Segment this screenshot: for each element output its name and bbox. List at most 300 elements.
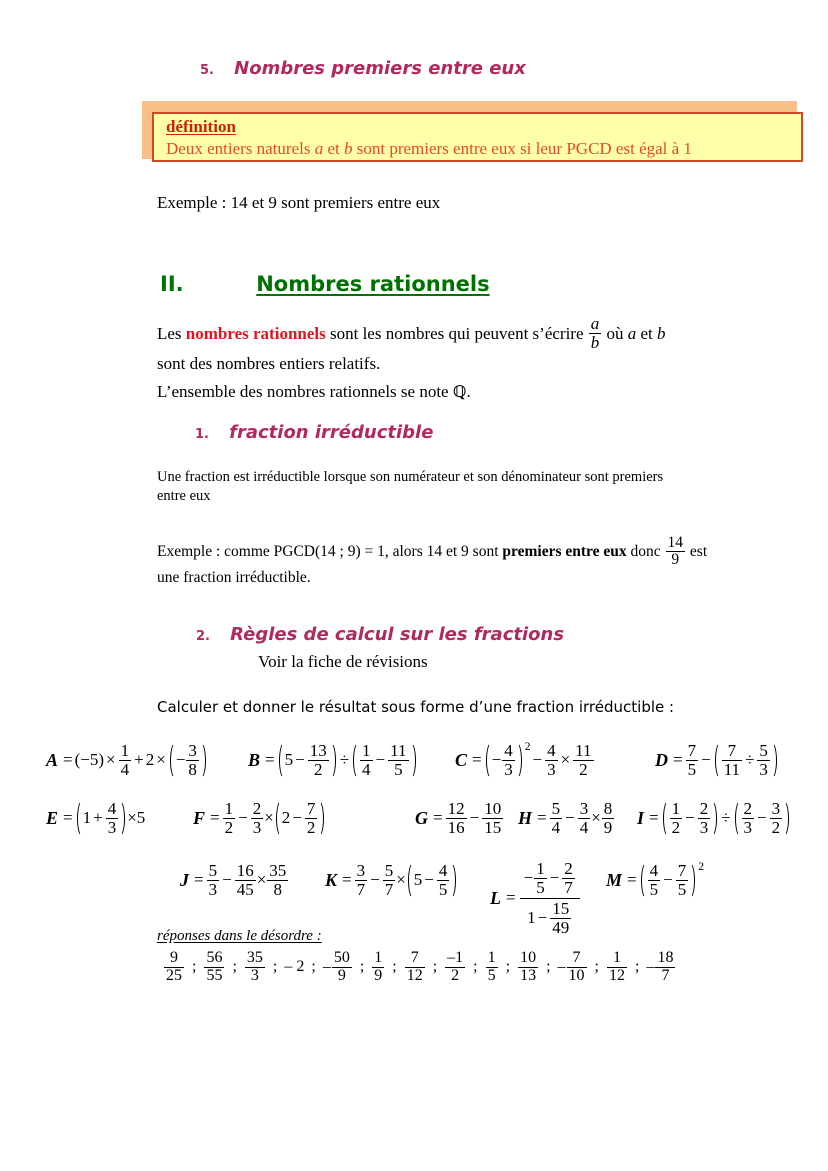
rationals-var-b: b [657,324,666,344]
eq-A: = [63,750,73,770]
answer-fraction-denominator: 7 [661,966,670,984]
D-fraction-2-num: 7 [722,742,742,761]
A-fraction-2-num: 3 [188,741,197,760]
big-paren-close-I2 [783,800,791,837]
F-fraction-2 [251,800,264,837]
answer-item [404,950,426,985]
expression-A [46,742,208,779]
irreducible-example-bold: premiers entre eux [502,543,627,561]
J-fraction-1 [207,862,220,899]
big-paren-close-A [200,742,208,779]
eq-D: = [673,750,683,770]
times-A1: × [106,750,116,770]
answer-minus: – [322,958,331,976]
F-fraction-3-den: 2 [306,817,316,837]
M-fraction-2-num: 7 [677,861,687,880]
answer-fraction [204,950,224,985]
expression-A-label: A [46,749,59,770]
K-fraction-1-num: 3 [356,861,366,880]
section-heading-II-title: Nombres rationnels [256,272,490,296]
expression-L-label: L [490,887,501,908]
A-n1: 5 [89,750,99,770]
big-paren-close-K [450,862,458,899]
L-fraction-1-den: 5 [536,877,545,897]
B-paren-group-2 [351,742,417,779]
expression-C-label: C [455,749,468,770]
fraction-a-over-b-numerator: a [590,314,600,333]
minus-K1: − [370,870,380,890]
definition-text [166,138,791,159]
L-fraction-1 [534,860,547,897]
F-fraction-1-den: 2 [224,817,234,837]
answer-fraction-denominator: 2 [451,966,460,984]
expression-J [180,862,289,899]
D-fraction-2-den: 11 [723,759,741,779]
H-fraction-2-den: 4 [579,817,589,837]
definition-var-b: b [343,138,353,158]
answer-item [203,950,225,985]
answer-fraction [655,950,675,985]
answer-fraction [332,950,352,985]
answer-fraction-numerator: 1 [487,949,496,966]
J-fraction-1-den: 3 [208,879,218,899]
E-fraction-1-num: 4 [107,799,117,818]
definition-callout-box [152,112,803,162]
answer-item [517,950,539,985]
minus-C1: − [491,750,502,770]
times-A2: × [156,750,166,770]
D-fraction-3-den: 3 [759,759,768,779]
I-fraction-1-den: 2 [671,817,681,837]
rationals-part4: et [636,324,658,344]
C-fraction-1-den: 3 [504,759,513,779]
minus-F2: − [292,808,302,828]
answer-fraction-denominator: 25 [166,966,182,984]
irreducible-example-line2: une fraction irréductible. [157,569,311,586]
times-K: × [396,870,406,890]
answer-fraction [518,950,538,985]
fraction-a-over-b-denominator: b [590,332,600,352]
eq-K: = [342,870,352,890]
B-fraction-3-den: 5 [394,759,403,779]
answer-fraction-numerator: 18 [657,949,674,966]
minus-L1: − [523,868,534,888]
I-fraction-3-den: 3 [743,817,753,837]
H-fraction-1 [550,800,563,837]
M-exponent: 2 [698,860,704,873]
answer-fraction-denominator: 9 [337,966,346,984]
minus-J: − [222,870,232,890]
L-fraction-2 [562,860,575,897]
definition-callout [142,101,807,171]
section-heading-5-number: 5. [200,63,214,78]
minus-F1: − [238,808,248,828]
big-paren-close-D [771,742,779,779]
answer-item: – 2 [284,958,305,976]
I-fraction-3-num: 2 [743,799,753,818]
I-paren-group-1 [661,800,720,837]
answer-fraction-denominator: 3 [250,966,259,984]
times-C: × [560,750,571,770]
rationals-paragraph-line2: sont des nombres entiers relatifs. [157,354,381,373]
H-fraction-2 [578,800,591,837]
answer-separator: ; [546,958,551,976]
answer-separator: ; [392,958,397,976]
big-paren-close-B1 [330,742,338,779]
answers-row [163,950,676,985]
H-fraction-3 [602,800,615,837]
answer-fraction-denominator: 12 [406,966,423,984]
rationals-var-a: a [627,324,637,344]
expression-G-label: G [415,807,428,828]
F-paren-group [274,800,327,837]
J-fraction-3 [267,862,288,899]
plus-E: + [93,808,103,828]
big-paren-close-I1 [711,800,719,837]
J-fraction-2-den: 45 [236,879,254,899]
calculation-instruction: Calculer et donner le résultat sous forme d’une fraction irréductible : [157,698,675,716]
definition-text-part1: Deux entiers naturels [166,138,315,158]
answer-fraction [486,950,498,985]
expression-F-label: F [193,807,206,828]
F-fraction-3-num: 7 [306,799,316,818]
D-fraction-3-num: 5 [759,741,768,760]
H-fraction-3-den: 9 [603,817,613,837]
G-fraction-2-den: 15 [484,817,502,837]
fraction-14-over-9 [666,535,686,569]
D-fraction-1 [686,742,699,779]
section-heading-2-number: 2. [196,629,210,644]
minus-B2: − [375,750,386,770]
answer-item [371,950,385,985]
answer-item [444,950,466,985]
H-fraction-1-den: 4 [551,817,561,837]
minus-I2: − [757,808,767,828]
minus-C2: − [532,750,543,770]
section-heading-2-title: Règles de calcul sur les fractions [230,624,565,645]
rationals-q-symbol: ℚ [452,382,467,401]
C-fraction-2-num: 4 [547,741,556,760]
G-fraction-2 [482,800,503,837]
rationals-paragraph-line3 [157,381,471,404]
B-fraction-3-num: 11 [390,741,407,760]
expression-G [415,800,504,837]
minus-B1: − [295,750,305,770]
fraction-a-over-b [589,315,602,352]
minus-L2: − [549,868,560,888]
L-complex-denominator [523,899,576,937]
A-fraction-2-den: 8 [188,759,197,779]
answer-fraction [245,950,265,985]
H-fraction-3-num: 8 [603,799,613,818]
big-paren-open-B2 [351,742,359,779]
answer-item [485,950,499,985]
B-fraction-2-den: 4 [362,759,371,779]
big-paren-open-A [168,742,176,779]
minus-H: − [565,808,575,828]
times-J: × [256,870,267,890]
section-heading-2 [196,624,564,645]
minus-G: − [469,808,480,828]
definition-title: définition [166,117,236,136]
example-primes-line: Exemple : 14 et 9 sont premiers entre eux [157,193,441,212]
F-fraction-2-num: 2 [252,799,262,818]
answer-item [323,950,353,985]
fraction-14-over-9-numerator: 14 [667,534,684,551]
times-F: × [264,808,274,828]
L-fraction-2-num: 2 [564,859,573,878]
big-paren-close-M [689,862,697,899]
answer-fraction-numerator: 7 [405,950,425,968]
answer-fraction [164,950,184,985]
minus-K2: − [424,870,434,890]
I-fraction-4-den: 2 [771,817,781,837]
eq-M: = [627,870,637,890]
F-fraction-2-den: 3 [252,817,262,837]
section-heading-1-number: 1. [195,427,209,442]
expression-J-label: J [180,869,189,890]
D-paren-group [713,742,779,779]
I-fraction-2-den: 3 [699,817,709,837]
minus-L3: − [537,908,548,928]
rationals-part3: où [602,324,628,344]
big-paren-close-F [318,800,326,837]
rationals-highlight: nombres rationnels [185,324,326,344]
answer-separator: ; [473,958,478,976]
big-paren-open-F [274,800,282,837]
expression-B [248,742,418,779]
irreducible-definition-line2: entre eux [157,488,211,504]
E-paren-group [75,800,128,837]
eq-E: = [63,808,73,828]
J-fraction-2 [235,862,256,899]
div-B: ÷ [339,750,350,770]
expression-D [655,742,779,779]
J-fraction-2-num: 16 [236,861,254,880]
irreducible-example-part2: donc [626,543,665,561]
K-fraction-2-den: 7 [384,879,394,899]
D-fraction-1-num: 7 [687,741,697,760]
answer-fraction-numerator: 7 [567,950,587,968]
J-fraction-1-num: 5 [208,861,218,880]
minus-A1: − [80,750,90,770]
definition-text-part2: sont premiers entre eux si leur PGCD est égal à 1 [352,138,692,158]
C-fraction-3-den: 2 [579,759,588,779]
section-heading-1 [195,422,433,443]
B-fraction-1-den: 2 [313,759,323,779]
div-D: ÷ [745,750,755,770]
eq-I: = [649,808,659,828]
big-paren-open-I2 [733,800,741,837]
answer-item [606,950,628,985]
K-a: 5 [413,870,423,890]
answer-separator: ; [594,958,599,976]
C-fraction-3-num: 11 [575,741,592,760]
big-paren-open-M [639,862,647,899]
expression-H-label: H [518,807,533,828]
answer-fraction-numerator: –1 [447,949,464,966]
eq-C: = [472,750,482,770]
irreducible-example-line1 [157,535,707,569]
eq-F: = [210,808,220,828]
answer-separator: ; [232,958,237,976]
eq-H: = [537,808,547,828]
expression-I [637,800,791,837]
irreducible-definition-line1: Une fraction est irréductible lorsque son numérateur et son dénominateur sont premiers [157,469,664,485]
answer-fraction-numerator: 9 [164,950,184,968]
B-fraction-2-num: 1 [362,741,371,760]
K-fraction-1-den: 7 [356,879,366,899]
section-heading-II [160,272,490,296]
expression-E [46,800,145,837]
E-a: 1 [82,808,92,828]
K-fraction-1 [355,862,368,899]
answer-item [558,950,588,985]
A-fraction-1-num: 1 [120,741,130,760]
big-paren-open-K [406,862,414,899]
I-fraction-4-num: 3 [771,799,781,818]
answer-fraction-numerator: 50 [333,949,350,966]
answer-fraction-denominator: 55 [206,966,223,984]
C-fraction-3 [573,742,593,779]
answer-fraction [372,950,384,985]
answer-separator: ; [272,958,278,976]
fraction-14-over-9-denominator: 9 [671,551,680,569]
minus-I1: − [685,808,695,828]
G-fraction-1-den: 16 [447,817,465,837]
H-fraction-1-num: 5 [551,799,561,818]
rationals-paragraph-line1 [157,315,666,352]
expression-M [606,862,704,899]
div-I: ÷ [721,808,731,828]
G-fraction-1-num: 12 [447,799,465,818]
answer-fraction [607,950,627,985]
big-paren-open-I1 [661,800,669,837]
answer-separator: ; [192,958,197,976]
L-fraction-3 [550,900,571,937]
E-b: 5 [136,808,146,828]
expression-B-label: B [248,749,261,770]
answer-separator: ; [359,958,365,976]
expression-F [193,800,326,837]
C-exponent: 2 [524,740,531,753]
rationals-line3-before: L’ensemble des nombres rationnels se note [157,382,453,401]
F-fraction-1-num: 1 [224,799,234,818]
I-paren-group-2 [733,800,792,837]
answer-fraction-numerator: 1 [607,950,627,968]
A-paren-group [168,742,208,779]
L-complex-fraction [520,860,580,936]
H-fraction-2-num: 3 [579,799,589,818]
L-a: 1 [527,908,536,928]
answers-label: réponses dans le désordre : [157,928,322,944]
expression-H [518,800,615,837]
section-heading-5-title: Nombres premiers entre eux [234,58,526,79]
answer-item [244,950,266,985]
minus-D: − [701,750,711,770]
answer-fraction-denominator: 12 [608,966,625,984]
big-paren-close-B2 [410,742,418,779]
A-fraction-1 [119,742,132,779]
J-fraction-3-den: 8 [273,879,283,899]
definition-var-a: a [314,138,324,158]
L-fraction-3-den: 49 [552,917,570,937]
answer-fraction-numerator: 1 [374,949,383,966]
answer-fraction-denominator: 9 [374,966,383,984]
expression-D-label: D [655,749,668,770]
E-fraction-1-den: 3 [107,817,117,837]
big-paren-close-C [516,742,524,779]
expression-L [490,860,582,936]
answer-fraction-denominator: 10 [568,966,585,984]
I-fraction-2-num: 2 [699,799,709,818]
answer-fraction-numerator: 10 [520,949,537,966]
I-fraction-1-num: 1 [671,799,681,818]
D-fraction-1-den: 5 [687,759,697,779]
minus-A2: − [175,750,186,770]
M-fraction-2-den: 5 [677,879,687,899]
times-H: × [591,808,601,828]
answer-fraction [405,950,425,985]
big-paren-open-E [75,800,83,837]
F-a: 2 [281,808,291,828]
expression-K [325,862,458,899]
G-fraction-2-num: 10 [484,799,502,818]
big-paren-open-C [484,742,492,779]
answer-item [163,950,185,985]
M-fraction-1-den: 5 [649,879,659,899]
paren-open-A1: ( [74,750,81,770]
L-fraction-2-den: 7 [564,877,573,897]
section-2-subtitle: Voir la fiche de révisions [258,652,428,671]
rationals-part1: Les [157,324,186,344]
paren-close-A1: ) [98,750,105,770]
expression-C [455,742,595,779]
J-fraction-3-num: 35 [269,861,287,880]
eq-B: = [265,750,275,770]
answer-fraction [567,950,587,985]
A-fraction-1-den: 4 [120,759,130,779]
section-heading-5 [200,58,526,79]
L-complex-numerator [520,860,580,899]
K-fraction-3-den: 5 [438,879,448,899]
C-fraction-2 [545,742,558,779]
answer-separator: ; [505,958,511,976]
answer-minus: – [646,958,655,976]
answer-item [646,950,676,985]
definition-text-mid: et [323,138,344,158]
answer-separator: ; [311,958,316,976]
G-fraction-1 [446,800,467,837]
C-fraction-1-num: 4 [504,741,513,760]
L-fraction-3-num: 15 [552,898,570,918]
plus-A: + [134,750,144,770]
answer-separator: ; [634,958,640,976]
K-fraction-2-num: 5 [384,861,394,880]
eq-L: = [506,888,516,908]
answer-minus: – [557,958,566,976]
K-fraction-3-num: 4 [438,861,448,880]
L-fraction-1-num: 1 [536,859,545,878]
eq-J: = [194,870,204,890]
B-paren-group-1 [277,742,338,779]
answer-separator: ; [432,958,438,976]
B-fraction-1-num: 13 [309,741,327,760]
M-fraction-1-num: 4 [649,861,659,880]
irreducible-example-part3: est [686,543,708,561]
section-heading-II-numeral: II. [160,272,184,296]
expression-E-label: E [46,807,59,828]
